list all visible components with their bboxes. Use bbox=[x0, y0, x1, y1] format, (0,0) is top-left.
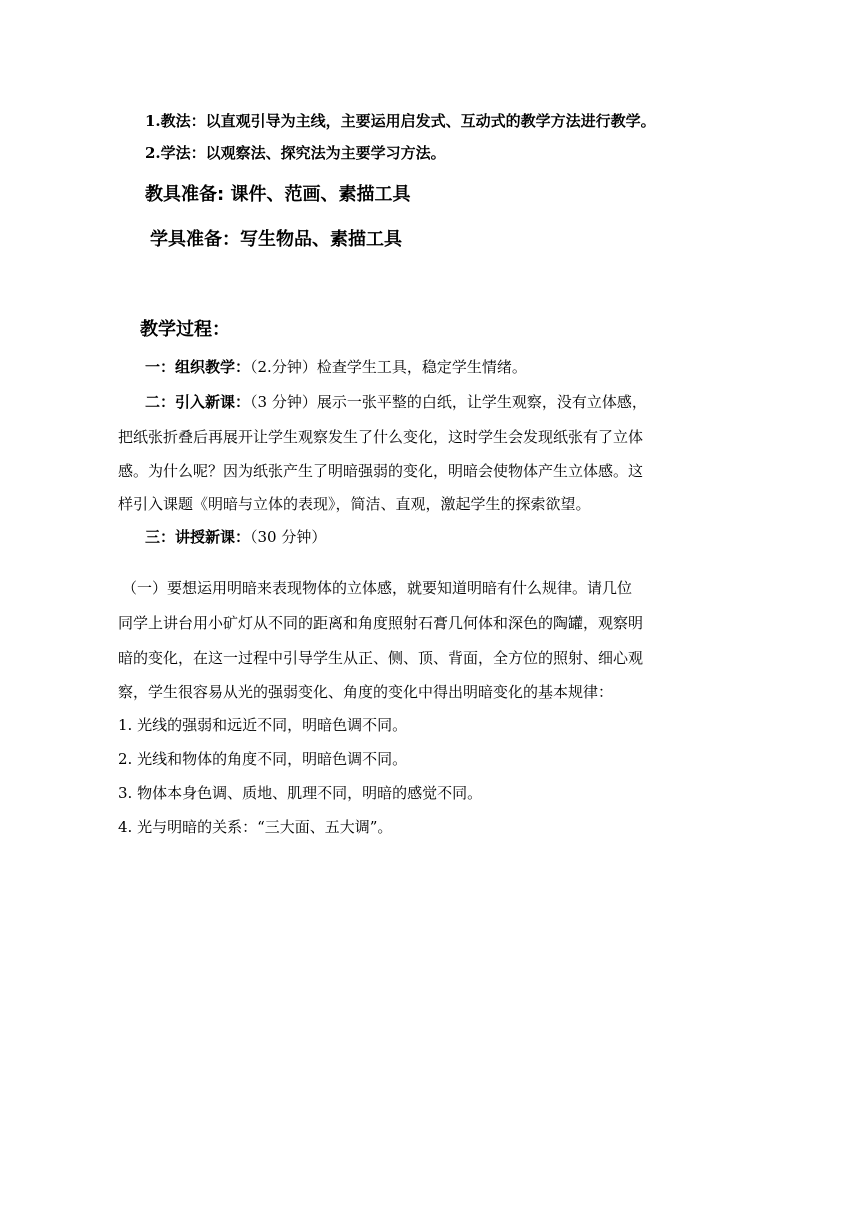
rule-item: 2. 光线和物体的角度不同，明暗色调不同。 bbox=[118, 750, 408, 768]
learning-method-line bbox=[145, 146, 446, 161]
student-prep: 学具准备：写生物品、素描工具 bbox=[150, 229, 402, 250]
rule-item: 1. 光线的强弱和远近不同，明暗色调不同。 bbox=[118, 716, 408, 734]
section-one-line-1: （一）要想运用明暗来表现物体的立体感，就要知道明暗有什么规律。请几位 bbox=[122, 579, 633, 597]
step-intro-label: 二：引入新课： bbox=[145, 393, 251, 411]
section-one-line-2: 同学上讲台用小矿灯从不同的距离和角度照射石膏几何体和深色的陶罐，观察明 bbox=[118, 614, 644, 632]
section-one-line-3: 暗的变化，在这一过程中引导学生从正、侧、顶、背面，全方位的照射、细心观 bbox=[118, 649, 644, 667]
step-intro-text-1: （3 分钟）展示一张平整的白纸，让学生观察，没有立体感， bbox=[250, 393, 647, 411]
step-organize-label: 一：组织教学： bbox=[145, 358, 251, 376]
step-intro-line-3: 感。为什么呢？因为纸张产生了明暗强弱的变化，明暗会使物体产生立体感。这 bbox=[118, 462, 644, 480]
step-intro-line-4: 样引入课题《明暗与立体的表现》，简洁、直观，激起学生的探索欲望。 bbox=[118, 495, 591, 513]
learning-method-label: 2.学法： bbox=[145, 144, 206, 162]
teaching-method-label: 1.教法： bbox=[145, 112, 206, 130]
step-organize bbox=[145, 360, 527, 375]
rule-item: 3. 物体本身色调、质地、肌理不同，明暗的感觉不同。 bbox=[118, 784, 483, 802]
step-intro-line-1 bbox=[145, 395, 647, 410]
learning-method-text: 以观察法、探究法为主要学习方法。 bbox=[205, 144, 446, 162]
step-organize-text: （2.分钟）检查学生工具，稳定学生情绪。 bbox=[250, 358, 527, 376]
teaching-method-text: 以直观引导为主线，主要运用启发式、互动式的教学方法进行教学。 bbox=[205, 112, 656, 130]
process-heading: 教学过程： bbox=[140, 319, 230, 340]
rule-item: 4. 光与明暗的关系：“三大面、五大调”。 bbox=[118, 818, 393, 836]
step-teach-text: （30 分钟） bbox=[250, 528, 327, 546]
step-intro-line-2: 把纸张折叠后再展开让学生观察发生了什么变化，这时学生会发现纸张有了立体 bbox=[118, 428, 644, 446]
teacher-prep: 教具准备: 课件、范画、素描工具 bbox=[145, 184, 411, 205]
teaching-method-line bbox=[145, 114, 656, 129]
step-teach bbox=[145, 530, 326, 545]
section-one-line-4: 察，学生很容易从光的强弱变化、角度的变化中得出明暗变化的基本规律： bbox=[118, 683, 614, 701]
step-teach-label: 三：讲授新课： bbox=[145, 528, 251, 546]
